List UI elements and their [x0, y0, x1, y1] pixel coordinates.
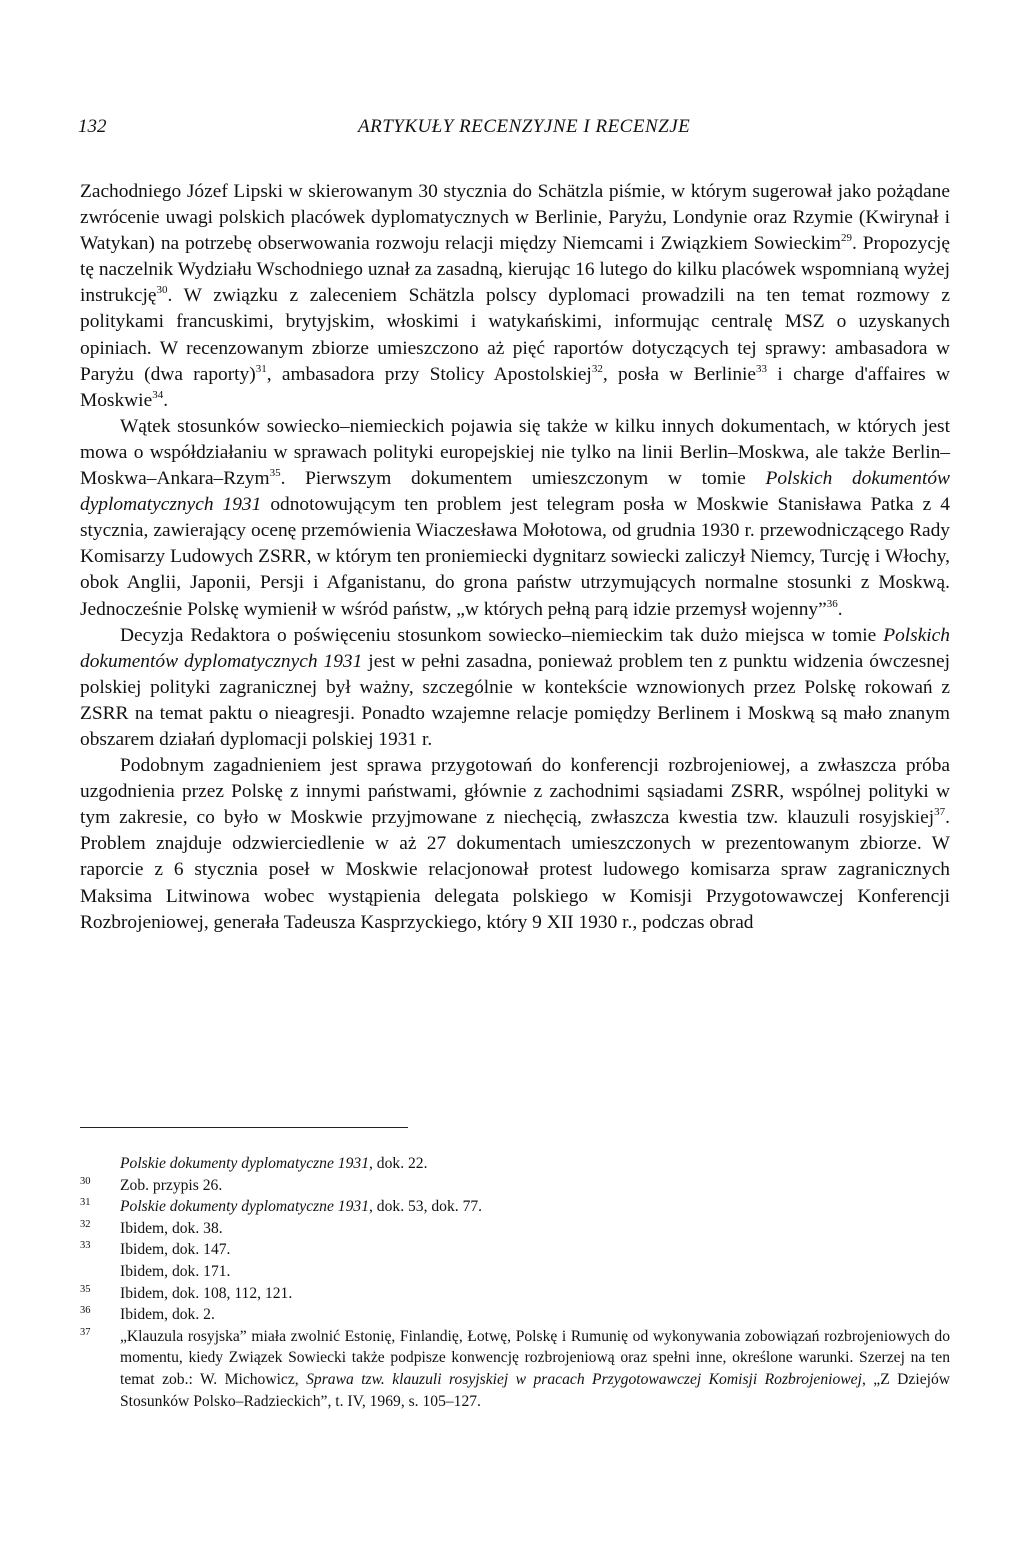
text-segment: Podobnym zagadnieniem jest sprawa przygotowań do konferencji rozbrojeniowej, a zwłaszcza próba uzgodnienia przez Polskę z innymi państwami, głównie z zachodnimi sąsiadami ZSRR, wspólnej polityki w tym zakresie, co było w Moskwie przyjmowane z niechęcią, zwłaszcza kwestia tzw. klauzuli rosyjskiej: [80, 755, 950, 829]
footnote-number: 31: [80, 1197, 91, 1209]
footnote-number: 32: [80, 1218, 91, 1230]
footnote-ref: 36: [826, 597, 838, 610]
footnote-text: [120, 1263, 230, 1280]
footnote-text: [120, 1220, 223, 1237]
footnote-list: [80, 1153, 950, 1412]
footnote-number: 33: [80, 1240, 91, 1252]
footnote-ref: 30: [156, 284, 168, 297]
text-segment: . Pierwszym dokumentem umieszczonym w tomie: [280, 468, 766, 490]
paragraph: [80, 179, 950, 414]
text-segment: Zachodniego Józef Lipski w skierowanym 30 stycznia do Schätzla piśmie, w którym sugerował jako pożądane zwrócenie uwagi polskich placówek dyplomatycznych w Berlinie, Paryżu, Londynie oraz Rzymie (Kwirynał i Watykan) na potrzebę obserwowania rozwoju relacji między Niemcami i Związkiem Sowieckim: [80, 181, 950, 255]
text-segment: , dok. 22.: [369, 1155, 428, 1172]
footnote: [80, 1261, 950, 1283]
footnote: [80, 1304, 950, 1326]
text-segment: . Propozycję tę naczelnik Wydziału Wschodniego uznał za zasadną, kierując 16 lutego do kilku placówek wspomnianą wyżej instrukcję: [80, 233, 950, 307]
text-segment: Ibidem, dok. 171.: [120, 1262, 231, 1280]
footnote-text: [120, 1198, 482, 1215]
footnote-text: [120, 1285, 292, 1302]
paragraph: [80, 623, 950, 753]
paragraph: [80, 753, 950, 936]
footnote-text: [120, 1306, 215, 1323]
footnote-ref: 33: [756, 362, 768, 375]
text-segment: , posła w Berlinie: [602, 363, 757, 385]
footnote-ref: 34: [152, 388, 164, 401]
footnote: [80, 1175, 950, 1197]
body-text: [80, 179, 950, 936]
text-segment: .: [163, 389, 169, 411]
footnote: [80, 1153, 950, 1175]
text-segment: „Klauzula rosyjska” miała zwolnić Estonię, Finlandię, Łotwę, Polskę i Rumunię od wykonywania zobowiązań rozbrojeniowych do momentu, kiedy Związek Sowiecki także podpisze konwencję rozbrojeniową oraz spełni inne, określone warunki. Szerzej na ten temat zob.: W. Michowicz,: [120, 1327, 950, 1388]
text-segment: , „Z Dziejów Stosunków Polsko–Radzieckich”, t. IV, 1969, s. 105–127.: [120, 1370, 950, 1410]
italic-text: Polskie dokumenty dyplomatyczne 1931: [120, 1155, 369, 1172]
footnote: [80, 1283, 950, 1305]
italic-text: Polskich dokumentów dyplomatycznych 1931: [80, 624, 950, 672]
footnotes: [80, 1153, 950, 1412]
text-segment: . Problem znajduje odzwierciedlenie w aż 27 dokumentach umieszczonych w prezentowanym zbiorze. W raporcie z 6 stycznia poseł w Moskwie relacjonował protest ludowego komisarza spraw zagranicznych Maksima Litwinowa wobec wystąpienia delegata polskiego w Komisji Przygotowawczej Konferencji Rozbrojeniowej, generała Tadeusza Kasprzyckiego, który 9 XII 1930 r., podczas obrad: [80, 807, 950, 933]
footnote: [80, 1326, 950, 1412]
footnote-ref: 29: [840, 232, 852, 245]
footnote-number: 37: [80, 1326, 91, 1338]
footnote-text: [120, 1328, 950, 1410]
text-segment: jest w pełni zasadna, ponieważ problem ten z punktu widzenia ówczesnej polskiej polityki zagranicznej był ważny, szczególnie w kontekście wznowionych przez Polskę rokowań z ZSRR na temat paktu o nieagresji. Ponadto wzajemne relacje pomiędzy Berlinem i Moskwą są mało znanym obszarem działań dyplomacji polskiej 1931 r.: [80, 650, 950, 750]
text-segment: Wątek stosunków sowiecko–niemieckich pojawia się także w kilku innych dokumentach, w których jest mowa o współdziałaniu w sprawach polityki europejskiej nie tylko na linii Berlin–Moskwa, ale także Berlin–Moskwa–Ankara–Rzym: [80, 415, 950, 490]
footnote-number: 30: [80, 1175, 91, 1187]
paragraph: [80, 414, 950, 623]
text-segment: Zob. przypis 26.: [120, 1176, 223, 1194]
text-segment: .: [837, 598, 843, 620]
footnote: [80, 1196, 950, 1218]
text-segment: i charge d'affaires w Moskwie: [80, 363, 951, 411]
footnote-text: [120, 1241, 230, 1258]
italic-text: Polskich dokumentów dyplomatycznych 1931: [80, 468, 950, 516]
footnote-ref: 37: [934, 806, 946, 819]
footnote-ref: 31: [255, 362, 267, 375]
footnote-separator: [80, 1127, 408, 1128]
text-segment: Ibidem, dok. 38.: [120, 1219, 223, 1237]
text-segment: Decyzja Redaktora o poświęceniu stosunkom sowiecko–niemieckim tak dużo miejsca w tomie: [120, 624, 884, 646]
footnote: [80, 1218, 950, 1240]
text-segment: odnotowującym ten problem jest telegram posła w Moskwie Stanisława Patka z 4 stycznia, zawierający ocenę przemówienia Wiaczesława Mołotowa, od grudnia 1930 r. przewodniczącego Rady Komisarzy Ludowych ZSRR, w którym ten proniemiecki dygnitarz sowiecki zaliczył Niemcy, Turcję i Włochy, obok Anglii, Japonii, Persji i Afganistanu, do grona państw utrzymujących normalne stosunki z Moskwą. Jednocześnie Polskę wymienił w wśród państw, „w których pełną parą idzie przemysł wojenny”: [80, 494, 950, 620]
text-segment: Ibidem, dok. 147.: [120, 1241, 231, 1259]
page-number: 132: [78, 116, 107, 137]
footnote-text: [120, 1155, 427, 1172]
footnote: [80, 1239, 950, 1261]
footnote-ref: 35: [269, 467, 281, 480]
text-segment: . W związku z zaleceniem Schätzla polscy dyplomaci prowadzili na ten temat rozmowy z politykami francuskimi, brytyjskim, włoskimi i watykańskimi, informując centralę MSZ o uzyskanych opiniach. W recenzowanym zbiorze umieszczono aż pięć raportów dotyczących tej sprawy: ambasadora w Paryżu (dwa raporty): [80, 285, 950, 385]
footnote-number: 35: [80, 1283, 91, 1295]
italic-text: Polskie dokumenty dyplomatyczne 1931: [120, 1198, 369, 1216]
footnote-number: 36: [80, 1305, 91, 1317]
text-segment: Ibidem, dok. 108, 112, 121.: [120, 1284, 293, 1302]
text-segment: , ambasadora przy Stolicy Apostolskiej: [266, 363, 592, 385]
footnote-text: [120, 1177, 222, 1194]
italic-text: Sprawa tzw. klauzuli rosyjskiej w pracach Przygotowawczej Komisji Rozbrojeniowej: [306, 1370, 862, 1388]
running-head-title: ARTYKUŁY RECENZYJNE I RECENZJE: [358, 116, 691, 137]
footnote-ref: 32: [591, 362, 603, 375]
text-segment: , dok. 53, dok. 77.: [369, 1198, 483, 1216]
text-segment: Ibidem, dok. 2.: [120, 1306, 215, 1324]
